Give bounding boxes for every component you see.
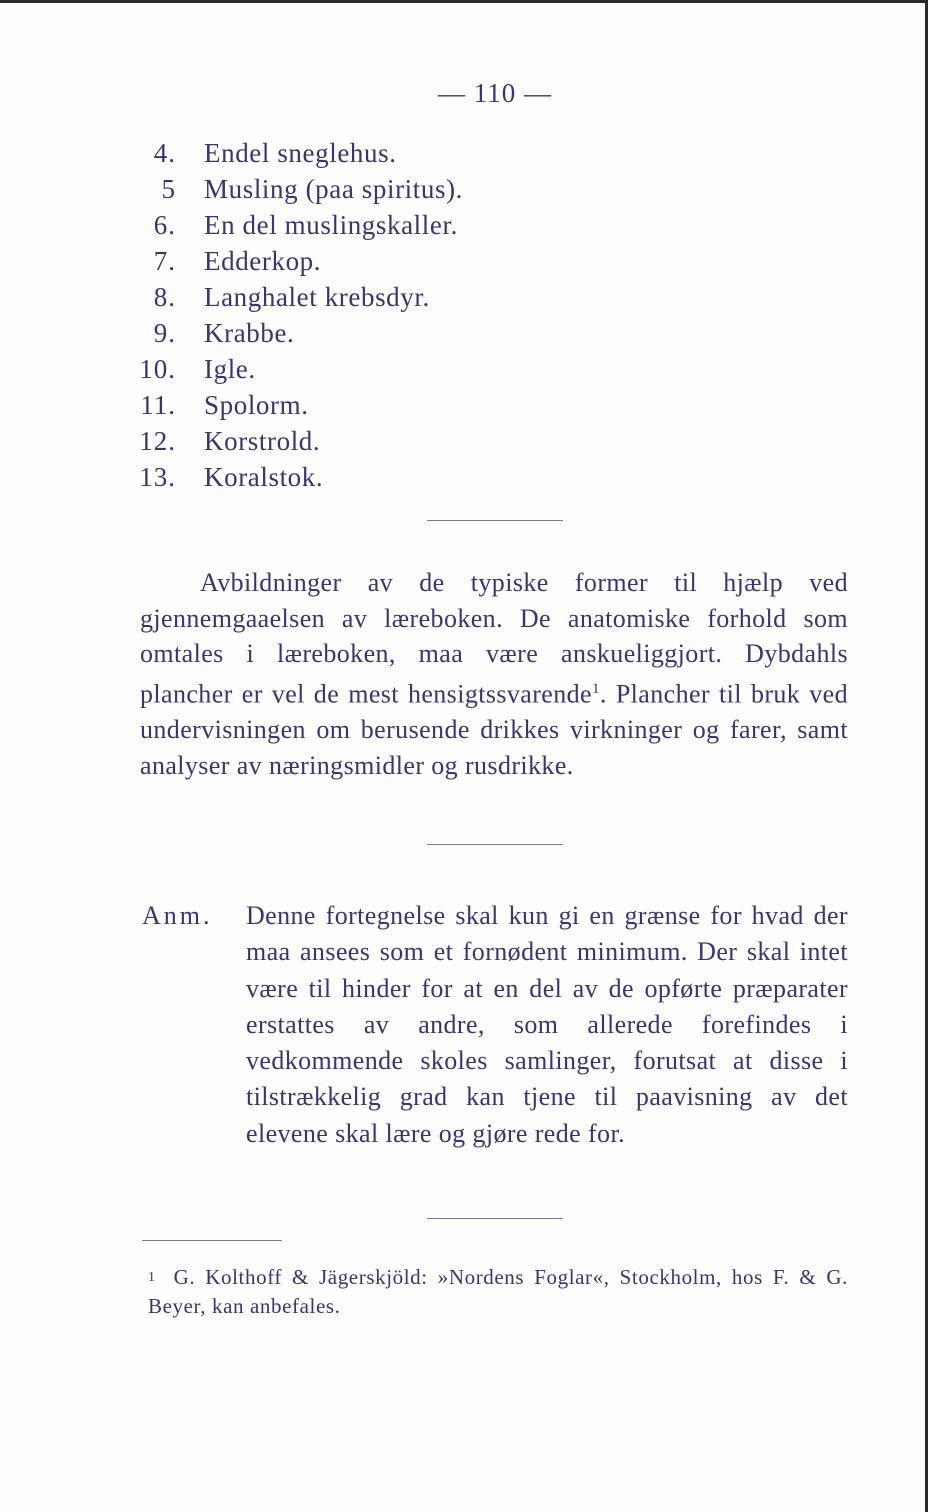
list-item [136, 423, 463, 459]
list-item-number: 13. [139, 462, 176, 492]
footnote-reference: 1 [591, 680, 600, 697]
list-item-number: 12. [139, 426, 176, 456]
list-item [136, 279, 463, 315]
specimen-list [136, 135, 463, 495]
section-divider [427, 844, 563, 845]
list-item-text: Edderkop. [204, 246, 322, 276]
list-item-text: Spolorm. [204, 390, 309, 420]
footnote [148, 1263, 848, 1321]
footnote-text: G. Kolthoff & Jägerskjöld: »Nordens Foglar«, Stockholm, hos F. & G. Beyer, kan anbefales. [148, 1265, 848, 1318]
footnote-mark: 1 [148, 1270, 156, 1285]
list-item-number: 5 [161, 174, 176, 204]
page-number: — 110 — [438, 78, 552, 108]
note-text: Denne fortegnelse skal kun gi en grænse for hvad der maa ansees som et fornødent minimum. Der skal intet være til hinder for at en del av de opførte præparater erstattes av andre, som allerede forefindes i vedkommende skoles samlinger, forutsat at disse i tilstrækkelig grad kan tjene til paavisning av det elevene skal lære og gjøre rede for. [246, 901, 848, 1148]
list-item-number: 4. [153, 138, 176, 168]
list-item-text: Koralstok. [204, 462, 324, 492]
list-item-number: 6. [153, 210, 176, 240]
list-item [136, 387, 463, 423]
list-item-text: Korstrold. [204, 426, 321, 456]
footnote-rule [142, 1240, 282, 1241]
list-item [136, 351, 463, 387]
list-item-number: 7. [153, 246, 176, 276]
note-label: Anm. [142, 901, 213, 930]
list-item-number: 10. [139, 354, 176, 384]
paragraph-text: Avbildninger av de typiske former til hjælp ved gjennemgaaelsen av læreboken. De anatomiske forhold som omtales i læreboken, maa være anskueliggjort. Dybdahls plancher er vel de mest hensigtssvarende [140, 568, 848, 709]
list-item-text: Langhalet krebsdyr. [204, 282, 430, 312]
list-item [136, 171, 463, 207]
page-top-edge [0, 0, 928, 3]
list-item [136, 459, 463, 495]
list-item-text: Igle. [204, 354, 256, 384]
list-item-text: Endel sneglehus. [204, 138, 397, 168]
list-item [136, 207, 463, 243]
list-item-number: 9. [153, 318, 176, 348]
list-item-text: Krabbe. [204, 318, 295, 348]
list-item-number: 11. [140, 390, 176, 420]
list-item-number: 8. [153, 282, 176, 312]
list-item-text: Musling (paa spiritus). [204, 174, 464, 204]
list-item [136, 315, 463, 351]
list-item-text: En del muslingskaller. [204, 210, 458, 240]
body-paragraph [140, 565, 848, 783]
list-item [136, 135, 463, 171]
paragraph-text-continued: . Plancher til bruk ved undervisningen om berusende drikkes virkninger og farer, samt analyser av næringsmidler og rusdrikke. [140, 679, 848, 780]
section-divider [427, 1218, 563, 1219]
section-divider [427, 520, 563, 521]
list-item [136, 243, 463, 279]
